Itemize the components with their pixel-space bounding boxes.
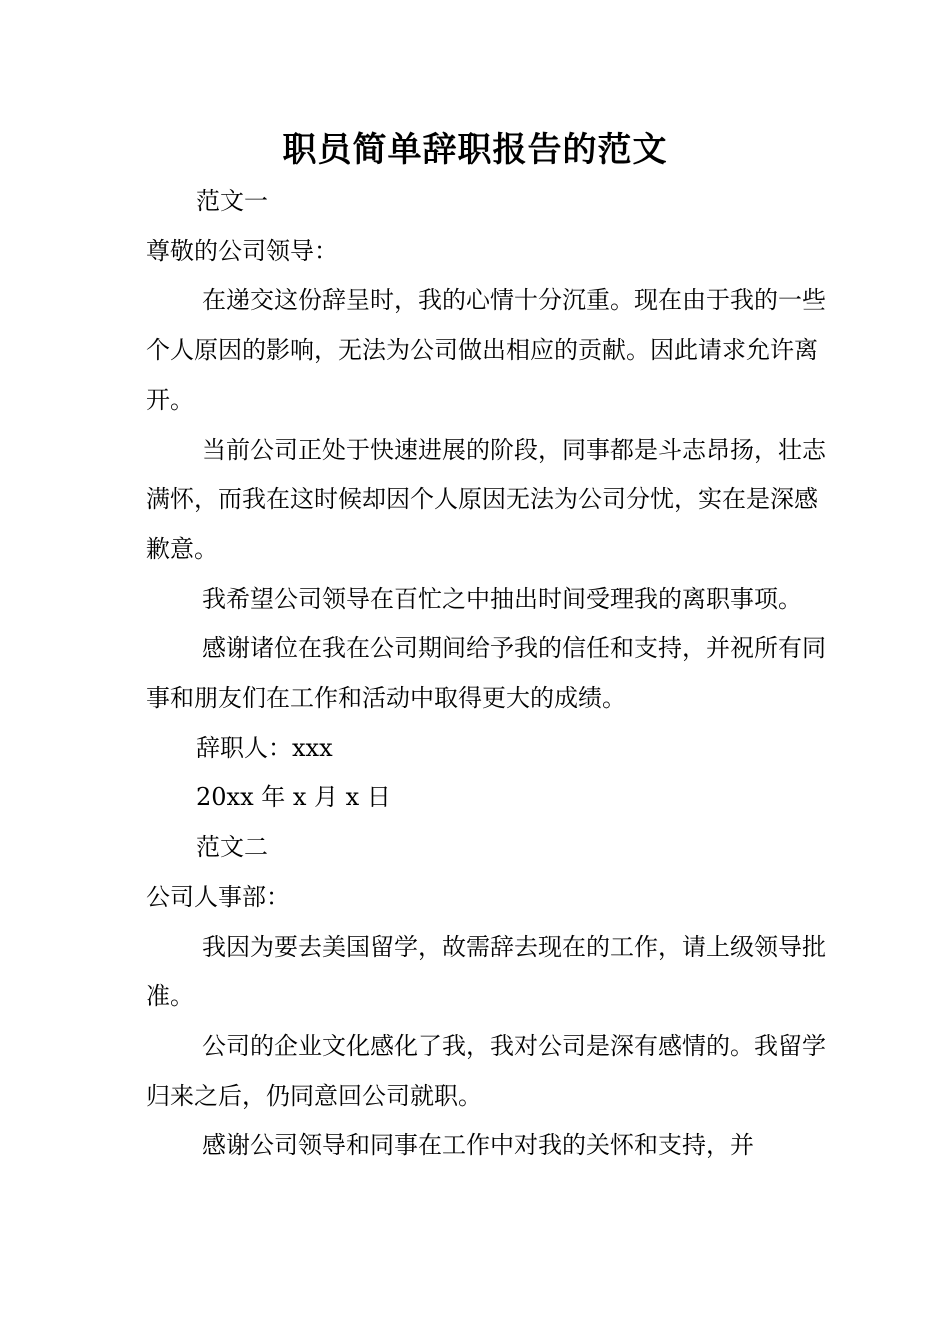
salutation-2: 公司人事部：	[146, 882, 290, 911]
date-line: 20xx 年 x 月 x 日	[196, 783, 391, 812]
section-heading-1: 范文一	[196, 187, 268, 215]
paragraph: 我因为要去美国留学，故需辞去现在的工作，请上级领导批准。	[146, 932, 826, 1011]
document-body	[146, 177, 836, 1171]
paragraph: 公司的企业文化感化了我，我对公司是深有感情的。我留学归来之后，仍同意回公司就职。	[146, 1031, 826, 1110]
salutation-1: 尊敬的公司领导：	[146, 236, 338, 265]
paragraph: 感谢诸位在我在公司期间给予我的信任和支持，并祝所有同事和朋友们在工作和活动中取得更大的成绩。	[146, 634, 826, 713]
paragraph: 我希望公司领导在百忙之中抽出时间受理我的离职事项。	[202, 584, 802, 613]
paragraph: 当前公司正处于快速进展的阶段，同事都是斗志昂扬，壮志满怀，而我在这时候却因个人原因无法为公司分忧，实在是深感歉意。	[146, 435, 826, 563]
paragraph: 在递交这份辞呈时，我的心情十分沉重。现在由于我的一些个人原因的影响，无法为公司做出相应的贡献。因此请求允许离开。	[146, 286, 826, 414]
document-title: 职员简单辞职报告的范文	[282, 130, 668, 170]
section-heading-2: 范文二	[196, 833, 268, 862]
signature-line: 辞职人：xxx	[196, 733, 333, 762]
paragraph: 感谢公司领导和同事在工作中对我的关怀和支持，并	[202, 1131, 754, 1160]
